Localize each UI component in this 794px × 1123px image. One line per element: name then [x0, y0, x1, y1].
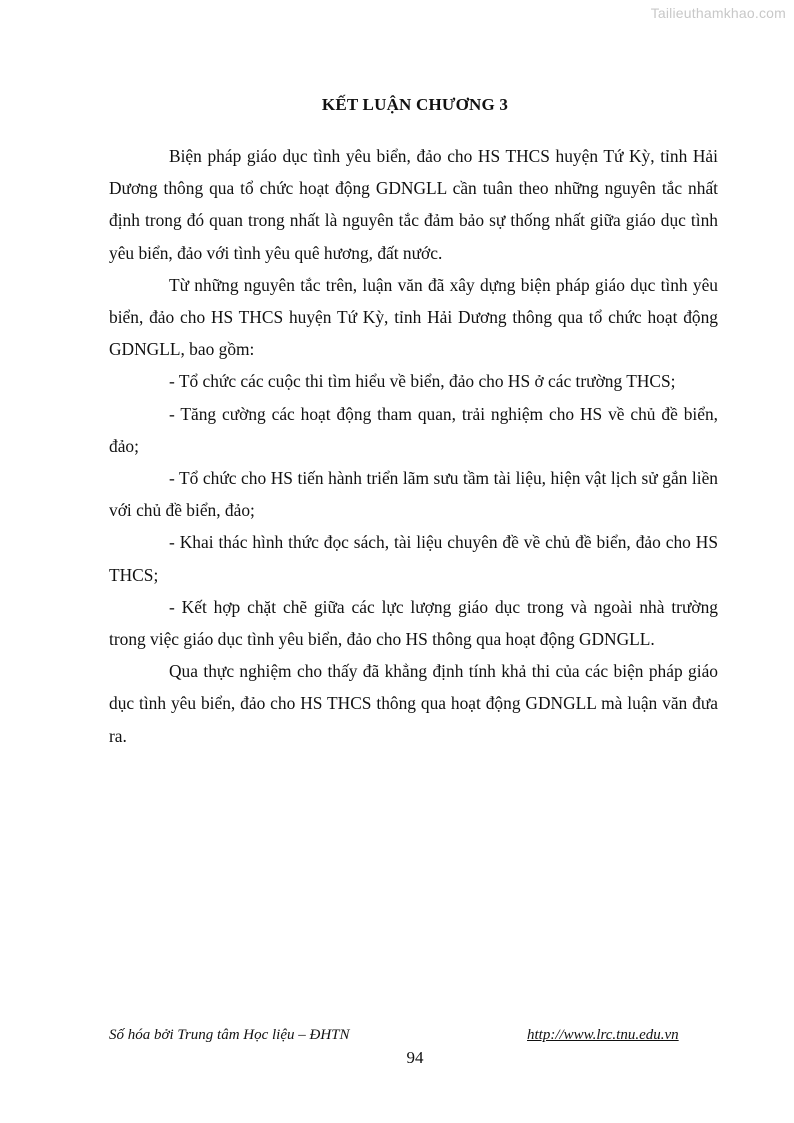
document-body: [109, 140, 718, 752]
page-number: 94: [406, 1048, 424, 1067]
paragraph-conclusion: Qua thực nghiệm cho thấy đã khẳng định tính khả thi của các biện pháp giáo dục tình yêu biển, đảo cho HS THCS thông qua hoạt động GDNGLL mà luận văn đưa ra.: [109, 661, 718, 746]
list-item-exhibitions: - Tổ chức cho HS tiến hành triển lãm sưu tầm tài liệu, hiện vật lịch sử gắn liền với chủ đề biển, đảo;: [109, 468, 718, 521]
list-item-cooperation: - Kết hợp chặt chẽ giữa các lực lượng giáo dục trong và ngoài nhà trường trong việc giáo dục tình yêu biển, đảo cho HS thông qua hoạt động GDNGLL.: [109, 596, 718, 650]
list-item-contests: - Tổ chức các cuộc thi tìm hiểu về biển, đảo cho HS ở các trường THCS;: [169, 371, 676, 392]
list-item-field-trips: - Tăng cường các hoạt động tham quan, trải nghiệm cho HS về chủ đề biển, đảo;: [109, 403, 718, 456]
list-item-reading: - Khai thác hình thức đọc sách, tài liệu chuyên đề về chủ đề biển, đảo cho HS THCS;: [109, 532, 718, 585]
footer-url-link[interactable]: http://www.lrc.tnu.edu.vn: [527, 1027, 679, 1043]
footer-digitization-credit: Số hóa bởi Trung tâm Học liệu – ĐHTN: [109, 1027, 350, 1043]
paragraph-intro: Biện pháp giáo dục tình yêu biển, đảo cho HS THCS huyện Tứ Kỳ, tỉnh Hải Dương thông qua tổ chức hoạt động GDNGLL cần tuân theo những nguyên tắc nhất định trong đó quan trong nhất là nguyên tắc đảm bảo sự thống nhất giữa giáo dục tình yêu biển, đảo với tình yêu quê hương, đất nước.: [109, 146, 718, 263]
paragraph-measures-intro: Từ những nguyên tắc trên, luận văn đã xây dựng biện pháp giáo dục tình yêu biển, đảo cho HS THCS huyện Tứ Kỳ, tỉnh Hải Dương thông qua tổ chức hoạt động GDNGLL, bao gồm:: [109, 274, 718, 360]
chapter-conclusion-title: KẾT LUẬN CHƯƠNG 3: [321, 95, 509, 114]
watermark-text: Tailieuthamkhao.com: [650, 5, 786, 21]
